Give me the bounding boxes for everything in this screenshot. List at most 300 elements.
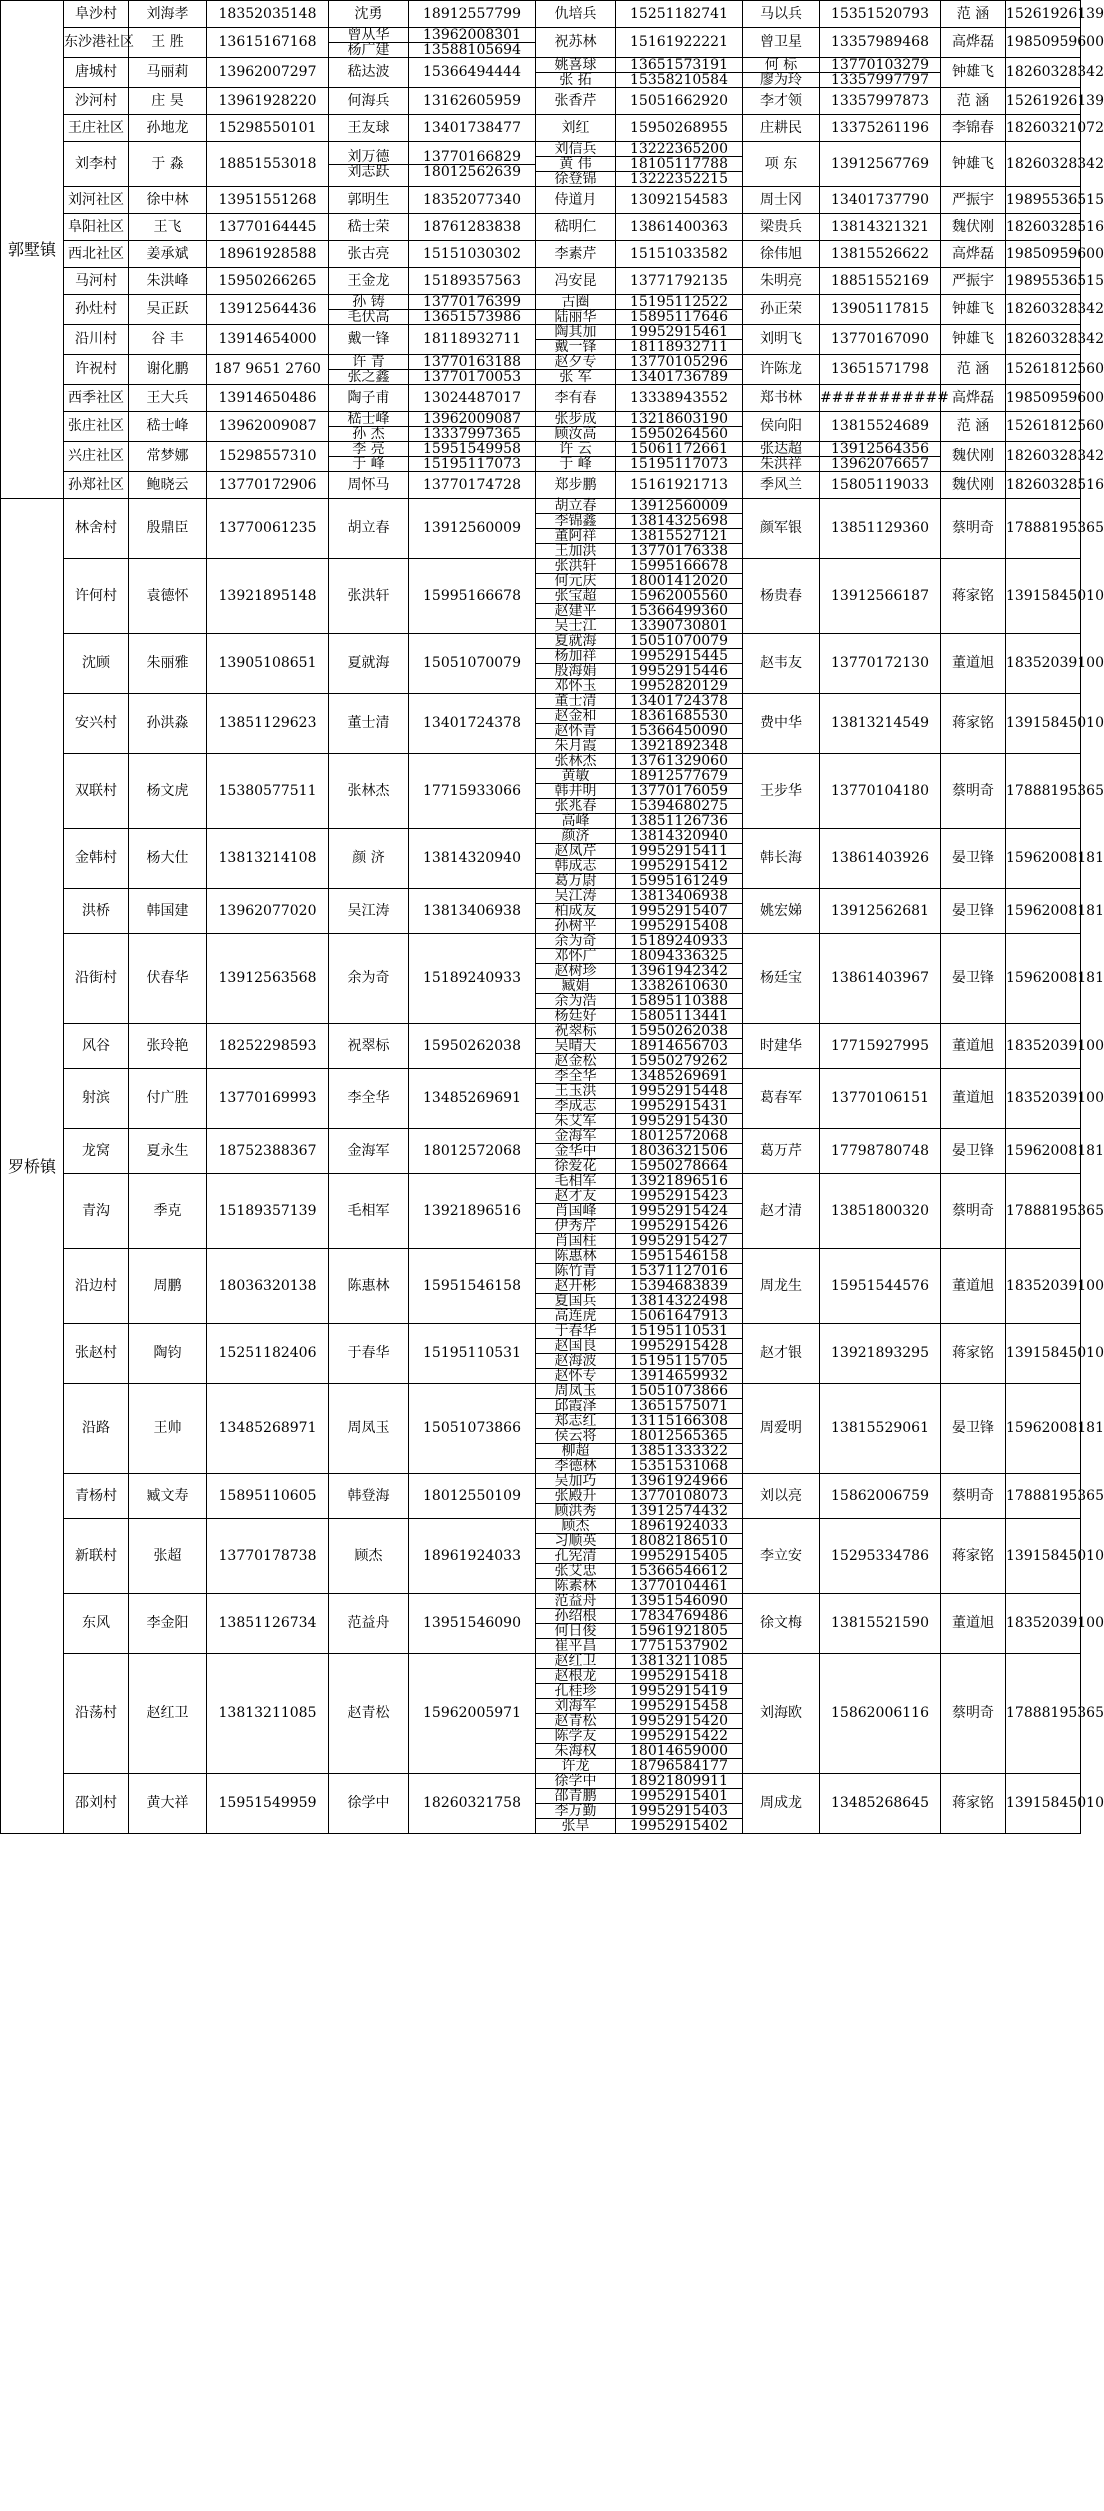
sub-entry: 柳超 [536, 1443, 615, 1458]
village-cell: 青沟 [64, 1174, 129, 1249]
village-cell: 双联村 [64, 754, 129, 829]
contact-phone-cell: 13861403967 [820, 934, 941, 1024]
sub-entry: 李成志 [536, 1098, 615, 1113]
sub-entry: 吴士江 [536, 618, 615, 633]
member-cell: 祝苏林 [536, 28, 616, 58]
secretary-phone-cell: 15298550101 [207, 115, 329, 142]
grid-leader-cell: 祝翠标 [329, 1024, 409, 1069]
grid-leader-cell: 夏就海 [329, 634, 409, 694]
secretary-cell: 孙洪淼 [129, 694, 207, 754]
secretary-cell: 王 胜 [129, 28, 207, 58]
grid-leader-phone-cell: 15951546158 [409, 1249, 536, 1324]
grid-leader-cell [329, 295, 409, 325]
sub-entry: 19952915445 [616, 648, 742, 663]
sub-entry: 孙 杰 [329, 426, 408, 441]
sub-entry: 13921892348 [616, 738, 742, 753]
member-cell [536, 1774, 616, 1834]
member-cell [536, 1594, 616, 1654]
sub-entry: 刘信兵 [554, 141, 597, 157]
grid-leader-cell: 周凤玉 [329, 1384, 409, 1474]
grid-leader-cell: 顾杰 [329, 1519, 409, 1594]
member-phone-cell: 15950268955 [616, 115, 743, 142]
table-row [1, 142, 1081, 187]
sub-entry: 夏就海 [554, 633, 597, 649]
district-officer-cell: 晏卫锋 [941, 1384, 1006, 1474]
sub-entry: 13851126736 [616, 813, 742, 828]
contact-cell: 梁贵兵 [743, 214, 820, 241]
table-body [1, 1, 1104, 1834]
contact-phone-cell: 13851800320 [820, 1174, 941, 1249]
sub-entry: 13401736789 [616, 369, 742, 384]
sub-entry: 毛伏高 [329, 309, 408, 324]
district-officer-phone-cell: 17888195365 [1006, 1474, 1081, 1519]
sub-entry: 韩井明 [536, 783, 615, 798]
sub-entry: 15051070079 [630, 633, 728, 649]
sub-entry: 13222365200 [630, 141, 728, 157]
sub-entry: 邓怀广 [536, 948, 615, 963]
member-cell: 仇培兵 [536, 1, 616, 28]
secretary-cell: 朱丽雅 [129, 634, 207, 694]
district-officer-cell: 范 涵 [941, 88, 1006, 115]
sub-entry: 王加洪 [536, 543, 615, 558]
secretary-phone-cell: 15251182406 [207, 1324, 329, 1384]
contact-cell: 曾卫星 [743, 28, 820, 58]
secretary-phone-cell: 13770164445 [207, 214, 329, 241]
secretary-phone-cell: 13962009087 [207, 412, 329, 442]
secretary-phone-cell: 13770172906 [207, 472, 329, 499]
sub-entry: 郑志红 [536, 1413, 615, 1428]
grid-leader-phone-cell: 18118932711 [409, 325, 536, 355]
sub-entry: 15950279262 [616, 1053, 742, 1068]
member-cell [536, 1384, 616, 1474]
sub-entry: 13814322498 [616, 1293, 742, 1308]
sub-entry: 张步成 [554, 411, 597, 427]
sub-entry: 曾从华 [347, 27, 390, 43]
sub-entry: 18036321506 [616, 1143, 742, 1158]
sub-entry: 顾洪秀 [536, 1503, 615, 1518]
sub-entry: 陈素林 [536, 1578, 615, 1593]
grid-leader-cell: 颜 济 [329, 829, 409, 889]
sub-entry: 13813406938 [630, 888, 728, 904]
grid-leader-phone-cell: 18961924033 [409, 1519, 536, 1594]
member-cell: 张香芹 [536, 88, 616, 115]
sub-entry: 13912560009 [630, 498, 728, 514]
district-officer-phone-cell: 19895536515 [1006, 268, 1081, 295]
village-cell: 洪桥 [64, 889, 129, 934]
secretary-phone-cell: 13851129623 [207, 694, 329, 754]
sub-entry: 赵根龙 [536, 1668, 615, 1683]
sub-entry: 19952915411 [616, 843, 742, 858]
sub-entry: 15951546158 [630, 1248, 728, 1264]
grid-leader-cell [329, 355, 409, 385]
village-cell: 孙灶村 [64, 295, 129, 325]
sub-entry: 15394680275 [616, 798, 742, 813]
contact-cell: 刘以亮 [743, 1474, 820, 1519]
member-cell [536, 58, 616, 88]
sub-entry: 董阿祥 [536, 528, 615, 543]
contact-cell: 杨廷宝 [743, 934, 820, 1024]
sub-entry: 13851333322 [616, 1443, 742, 1458]
sub-entry: 18914656703 [616, 1038, 742, 1053]
sub-entry: 朱洪祥 [743, 456, 819, 471]
secretary-cell: 姜承斌 [129, 241, 207, 268]
member-phone-cell [616, 1024, 743, 1069]
grid-leader-cell: 张古亮 [329, 241, 409, 268]
contact-phone-cell: 13912562681 [820, 889, 941, 934]
contact-cell: 朱明亮 [743, 268, 820, 295]
sub-entry: 刘海军 [536, 1698, 615, 1713]
grid-leader-phone-cell: 13912560009 [409, 499, 536, 559]
sub-entry: 13651575071 [616, 1398, 742, 1413]
sub-entry: 邱霞泽 [536, 1398, 615, 1413]
grid-leader-phone-cell: 13024487017 [409, 385, 536, 412]
secretary-phone-cell: 13951551268 [207, 187, 329, 214]
village-cell: 兴庄社区 [64, 442, 129, 472]
grid-leader-cell [329, 28, 409, 58]
sub-entry: 13770176059 [616, 783, 742, 798]
table-row [1, 187, 1081, 214]
sub-entry: 13962076657 [820, 456, 940, 471]
table-row [1, 1519, 1081, 1594]
sub-entry: 19952915403 [616, 1803, 742, 1818]
sub-entry: 许 青 [352, 354, 385, 370]
sub-entry: 吴江涛 [554, 888, 597, 904]
district-officer-phone-cell: 19850959600 [1006, 28, 1081, 58]
member-cell [536, 1249, 616, 1324]
member-phone-cell [616, 634, 743, 694]
village-cell: 林舍村 [64, 499, 129, 559]
sub-entry: 刘志跃 [329, 164, 408, 179]
sub-entry: 19952915424 [616, 1203, 742, 1218]
sub-entry: 赵建平 [536, 603, 615, 618]
sub-entry: 13914659932 [616, 1368, 742, 1383]
contact-phone-cell [820, 58, 941, 88]
sub-entry: 杨加祥 [536, 648, 615, 663]
sub-entry: 肖国柱 [536, 1233, 615, 1248]
sub-entry: 13921896516 [630, 1173, 728, 1189]
sub-entry: 19952915420 [616, 1713, 742, 1728]
secretary-phone-cell: 15298557310 [207, 442, 329, 472]
sub-entry: 15195117073 [409, 456, 535, 471]
secretary-cell: 王帅 [129, 1384, 207, 1474]
contact-phone-cell: 15862006759 [820, 1474, 941, 1519]
secretary-cell: 庄 昊 [129, 88, 207, 115]
district-officer-phone-cell: 18352039100 [1006, 1069, 1081, 1129]
sub-entry: 19952915408 [616, 918, 742, 933]
sub-entry: 于春华 [554, 1323, 597, 1339]
sub-entry: 19952915418 [616, 1668, 742, 1683]
sub-entry: 18012562639 [409, 164, 535, 179]
member-phone-cell [616, 295, 743, 325]
grid-leader-phone-cell: 13401724378 [409, 694, 536, 754]
member-cell [536, 829, 616, 889]
contact-cell: 马以兵 [743, 1, 820, 28]
village-cell: 唐城村 [64, 58, 129, 88]
sub-entry: 13222352215 [616, 171, 742, 186]
secretary-phone-cell: 13921895148 [207, 559, 329, 634]
secretary-cell: 嵇士峰 [129, 412, 207, 442]
table-row [1, 754, 1081, 829]
grid-leader-phone-cell: 15051073866 [409, 1384, 536, 1474]
village-cell: 沙河村 [64, 88, 129, 115]
contact-phone-cell: 13357997873 [820, 88, 941, 115]
contact-cell: 刘明飞 [743, 325, 820, 355]
table-row [1, 325, 1081, 355]
grid-leader-phone-cell: 18912557799 [409, 1, 536, 28]
contact-cell: 项 东 [743, 142, 820, 187]
sub-entry: 13951546090 [630, 1593, 728, 1609]
secretary-cell: 杨大仕 [129, 829, 207, 889]
contact-phone-cell: ########### [820, 385, 941, 412]
town-cell: 郭墅镇 [1, 1, 64, 499]
member-cell: 刘红 [536, 115, 616, 142]
secretary-phone-cell: 13912564436 [207, 295, 329, 325]
sub-entry: 范益舟 [554, 1593, 597, 1609]
member-phone-cell [616, 442, 743, 472]
sub-entry: 13770170053 [409, 369, 535, 384]
sub-entry: 高峰 [536, 813, 615, 828]
contact-cell: 庄耕民 [743, 115, 820, 142]
district-officer-cell: 蒋家铭 [941, 1519, 1006, 1594]
sub-entry: 金华中 [536, 1143, 615, 1158]
secretary-cell: 王大兵 [129, 385, 207, 412]
sub-entry: 19952915446 [616, 663, 742, 678]
sub-entry: 赵树珍 [536, 963, 615, 978]
member-cell: 郑步鹏 [536, 472, 616, 499]
table-row [1, 1, 1081, 28]
secretary-cell: 徐中林 [129, 187, 207, 214]
sub-entry: 13962009087 [423, 411, 521, 427]
village-cell: 风谷 [64, 1024, 129, 1069]
sub-entry: 赵金和 [536, 708, 615, 723]
sub-entry: 15950278664 [616, 1158, 742, 1173]
sub-entry: 13390730801 [616, 618, 742, 633]
member-phone-cell [616, 1249, 743, 1324]
village-cell: 阜阳社区 [64, 214, 129, 241]
contact-phone-cell: 13815524689 [820, 412, 941, 442]
grid-leader-cell: 吴江涛 [329, 889, 409, 934]
secretary-cell: 孙地龙 [129, 115, 207, 142]
secretary-cell: 谷 丰 [129, 325, 207, 355]
sub-entry: 周凤玉 [554, 1383, 597, 1399]
district-officer-cell: 晏卫锋 [941, 1129, 1006, 1174]
grid-leader-cell: 董士清 [329, 694, 409, 754]
sub-entry: 朱海权 [536, 1743, 615, 1758]
village-cell: 张庄社区 [64, 412, 129, 442]
sub-entry: 15061647913 [616, 1308, 742, 1323]
secretary-phone-cell: 13770178738 [207, 1519, 329, 1594]
sub-entry: 13813211085 [630, 1653, 728, 1669]
sub-entry: 张林杰 [554, 753, 597, 769]
member-cell [536, 694, 616, 754]
secretary-cell: 陶钧 [129, 1324, 207, 1384]
village-cell: 王庄社区 [64, 115, 129, 142]
sub-entry: 18012572068 [630, 1128, 728, 1144]
sub-entry: 余为浩 [536, 993, 615, 1008]
contact-phone-cell: 13815526622 [820, 241, 941, 268]
grid-leader-phone-cell: 15189357563 [409, 268, 536, 295]
sub-entry: 15189240933 [630, 933, 728, 949]
sub-entry: 13770108073 [616, 1488, 742, 1503]
sub-entry: 18961924033 [630, 1518, 728, 1534]
sub-entry: 13337997365 [409, 426, 535, 441]
member-cell [536, 1654, 616, 1774]
village-cell: 东风 [64, 1594, 129, 1654]
secretary-phone-cell: 15950266265 [207, 268, 329, 295]
village-cell: 新联村 [64, 1519, 129, 1594]
grid-leader-phone-cell: 17715933066 [409, 754, 536, 829]
sub-entry: 孙 铸 [352, 294, 385, 310]
village-cell: 沿川村 [64, 325, 129, 355]
member-phone-cell [616, 559, 743, 634]
district-officer-cell: 魏伏刚 [941, 442, 1006, 472]
table-row [1, 412, 1081, 442]
sub-entry: 13401724378 [630, 693, 728, 709]
member-phone-cell: 15151033582 [616, 241, 743, 268]
sub-entry: 张洪轩 [554, 558, 597, 574]
secretary-cell: 周鹏 [129, 1249, 207, 1324]
district-officer-cell: 蒋家铭 [941, 1774, 1006, 1834]
sub-entry: 13961942342 [616, 963, 742, 978]
district-officer-cell: 钟雄飞 [941, 142, 1006, 187]
sub-entry: 臧娟 [536, 978, 615, 993]
sub-entry: 18105117788 [616, 156, 742, 171]
grid-leader-phone-cell: 15151030302 [409, 241, 536, 268]
contact-phone-cell: 13905117815 [820, 295, 941, 325]
district-officer-phone-cell: 15962008181 [1006, 1129, 1081, 1174]
contact-phone-cell: 13815529061 [820, 1384, 941, 1474]
sub-entry: 19952915461 [630, 324, 728, 340]
district-officer-phone-cell: 15261926139 [1006, 88, 1081, 115]
member-phone-cell [616, 1174, 743, 1249]
sub-entry: 陶其加 [554, 324, 597, 340]
secretary-cell: 于 淼 [129, 142, 207, 187]
member-phone-cell [616, 1774, 743, 1834]
secretary-phone-cell: 13770061235 [207, 499, 329, 559]
contact-phone-cell: 13770106151 [820, 1069, 941, 1129]
sub-entry: 13770176399 [423, 294, 521, 310]
sub-entry: 18012565365 [616, 1428, 742, 1443]
table-row [1, 28, 1081, 58]
district-officer-cell: 晏卫锋 [941, 829, 1006, 889]
secretary-cell: 黄大祥 [129, 1774, 207, 1834]
sub-entry: 15962005560 [616, 588, 742, 603]
district-officer-cell: 董道旭 [941, 1069, 1006, 1129]
sub-entry: 李锦鑫 [536, 513, 615, 528]
sub-entry: 15895117646 [616, 309, 742, 324]
grid-leader-cell [329, 142, 409, 187]
grid-leader-phone-cell: 18260321758 [409, 1774, 536, 1834]
sub-entry: 18082186510 [616, 1533, 742, 1548]
sub-entry: 孙树平 [536, 918, 615, 933]
contact-cell: 李才领 [743, 88, 820, 115]
secretary-phone-cell: 15951549959 [207, 1774, 329, 1834]
sub-entry: 19952915428 [616, 1338, 742, 1353]
contact-phone-cell: 13815521590 [820, 1594, 941, 1654]
table-row [1, 634, 1081, 694]
sub-entry: 张之鑫 [329, 369, 408, 384]
sub-entry: 董士清 [554, 693, 597, 709]
sub-entry: 13814320940 [630, 828, 728, 844]
secretary-cell: 鲍晓云 [129, 472, 207, 499]
sub-entry: 15366499360 [616, 603, 742, 618]
grid-leader-cell [329, 412, 409, 442]
table-row [1, 385, 1081, 412]
sub-entry: 张兆春 [536, 798, 615, 813]
grid-leader-phone-cell: 15950262038 [409, 1024, 536, 1069]
district-officer-cell: 晏卫锋 [941, 889, 1006, 934]
district-officer-cell: 蔡明奇 [941, 1174, 1006, 1249]
sub-entry: 王玉洪 [536, 1083, 615, 1098]
secretary-cell: 伏春华 [129, 934, 207, 1024]
district-officer-cell: 晏卫锋 [941, 934, 1006, 1024]
sub-entry: 伊秀芹 [536, 1218, 615, 1233]
member-cell [536, 1024, 616, 1069]
member-phone-cell [616, 1129, 743, 1174]
grid-leader-cell: 王金龙 [329, 268, 409, 295]
table-row [1, 1774, 1081, 1834]
contact-phone-cell: 15351520793 [820, 1, 941, 28]
contact-cell: 韩长海 [743, 829, 820, 889]
member-phone-cell [616, 1474, 743, 1519]
sub-entry: 19952915426 [616, 1218, 742, 1233]
sub-entry: 孙绍根 [536, 1608, 615, 1623]
village-cell: 张赵村 [64, 1324, 129, 1384]
secretary-cell: 朱洪峰 [129, 268, 207, 295]
contact-phone-cell: 15295334786 [820, 1519, 941, 1594]
contact-cell: 周爱明 [743, 1384, 820, 1474]
district-officer-phone-cell: 17888195365 [1006, 1654, 1081, 1774]
member-cell [536, 295, 616, 325]
contact-cell: 赵才清 [743, 1174, 820, 1249]
village-cell: 射滨 [64, 1069, 129, 1129]
secretary-cell: 常梦娜 [129, 442, 207, 472]
contact-phone-cell: 13861403926 [820, 829, 941, 889]
sub-entry: 13651573986 [409, 309, 535, 324]
sub-entry: 19952820129 [616, 678, 742, 693]
sub-entry: 颜济 [561, 828, 590, 844]
sub-entry: 13961924966 [630, 1473, 728, 1489]
grid-leader-phone-cell [409, 355, 536, 385]
sub-entry: 李万勤 [536, 1803, 615, 1818]
sub-entry: 18912577679 [616, 768, 742, 783]
grid-leader-cell: 王友球 [329, 115, 409, 142]
sub-entry: 15805113441 [616, 1008, 742, 1023]
sub-entry: 13588105694 [409, 42, 535, 57]
sub-entry: 陈竹青 [536, 1263, 615, 1278]
district-officer-cell: 严振宇 [941, 187, 1006, 214]
secretary-cell: 袁德怀 [129, 559, 207, 634]
table-row [1, 889, 1081, 934]
sub-entry: 19952915402 [616, 1818, 742, 1833]
contact-cell: 王步华 [743, 754, 820, 829]
sub-entry: 赵金松 [536, 1053, 615, 1068]
village-cell: 刘李村 [64, 142, 129, 187]
secretary-phone-cell: 13912563568 [207, 934, 329, 1024]
secretary-phone-cell: 15189357139 [207, 1174, 329, 1249]
member-phone-cell [616, 1384, 743, 1474]
sub-entry: 吴加巧 [554, 1473, 597, 1489]
sub-entry: 姚喜球 [554, 57, 597, 73]
member-phone-cell: 13092154583 [616, 187, 743, 214]
sub-entry: 张达超 [760, 441, 802, 457]
secretary-phone-cell: 13914654000 [207, 325, 329, 355]
contact-cell: 赵才银 [743, 1324, 820, 1384]
grid-leader-phone-cell [409, 412, 536, 442]
sub-entry: 13770176338 [616, 543, 742, 558]
sub-entry: 18921809911 [630, 1773, 728, 1789]
sub-entry: 19952915419 [616, 1683, 742, 1698]
